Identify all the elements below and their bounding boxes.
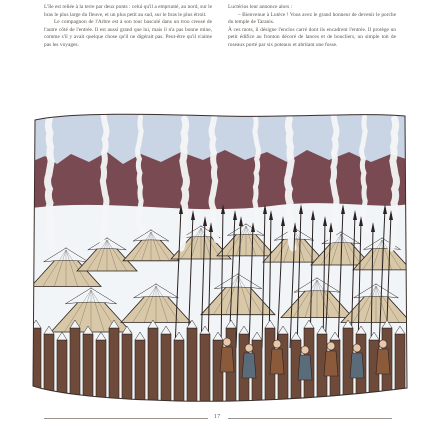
villager-body — [376, 349, 390, 374]
palisade-post — [395, 334, 405, 406]
palisade-post — [96, 340, 106, 406]
villager-body — [270, 349, 284, 374]
villager-head — [379, 340, 387, 348]
paragraph-welcome: – Bienvenue à Lutèce ! Vous avez le grand honneur de devenir le porche du temple de Taranis. — [228, 11, 396, 26]
villager-head — [245, 344, 253, 352]
palisade-post — [135, 340, 145, 406]
villager-head — [301, 346, 309, 354]
palisade-post — [187, 328, 197, 406]
villager-body — [242, 353, 256, 378]
footer-rule-right — [228, 418, 392, 419]
paragraph-companion: Le compagnon de l'Arbre est à son tour basculé dans un trou creusé de l'autre côté de l'entrée. Il est aussi grand que lui, mais il n'a pas bonne mine, comme s'il y avait quelque chose qu'il ne digérait pas. Peut-être qu'il n'aime pas les voyages. — [44, 19, 212, 48]
palisade-post — [44, 334, 54, 406]
villager-body — [220, 347, 234, 372]
paragraph-announcement: Luctérios leur annonce alors : — [228, 4, 293, 10]
villager-body — [350, 353, 364, 378]
paragraph-bridges: L'île est reliée à la terre par deux ponts : celui qu'il a emprunté, au nord, sur le bras le plus large du fleuve, et un plus petit au sud, sur le bras le plus étroit. — [44, 4, 212, 18]
villager-body — [298, 355, 312, 380]
paragraph-enclosure: À ces mots, il désigne l'enclos carré dont ils encadrent l'entrée. Il protège un petit édifice au fronton décoré de lances et de boucliers, un simple toit de roseaux porté par six poteaux et abritant une fosse. — [228, 26, 396, 48]
palisade-post — [122, 334, 132, 406]
villager-head — [223, 338, 231, 346]
villager-head — [327, 342, 335, 350]
footer-rule-left — [44, 418, 208, 419]
palisade-post — [174, 340, 184, 406]
post-snow — [408, 332, 409, 340]
palisade-post — [109, 328, 119, 406]
villager-head — [273, 340, 281, 348]
palisade-post — [161, 334, 171, 406]
text-column-left — [44, 4, 212, 50]
villager-body — [324, 351, 338, 376]
palisade-post — [200, 334, 210, 406]
palisade-post — [408, 340, 409, 406]
palisade-post — [31, 328, 41, 406]
text-column-right — [228, 4, 396, 50]
page-number: 17 — [213, 413, 221, 420]
villager-head — [353, 344, 361, 352]
village-illustration — [31, 98, 409, 406]
palisade-post — [57, 340, 67, 406]
palisade-post — [148, 328, 158, 406]
